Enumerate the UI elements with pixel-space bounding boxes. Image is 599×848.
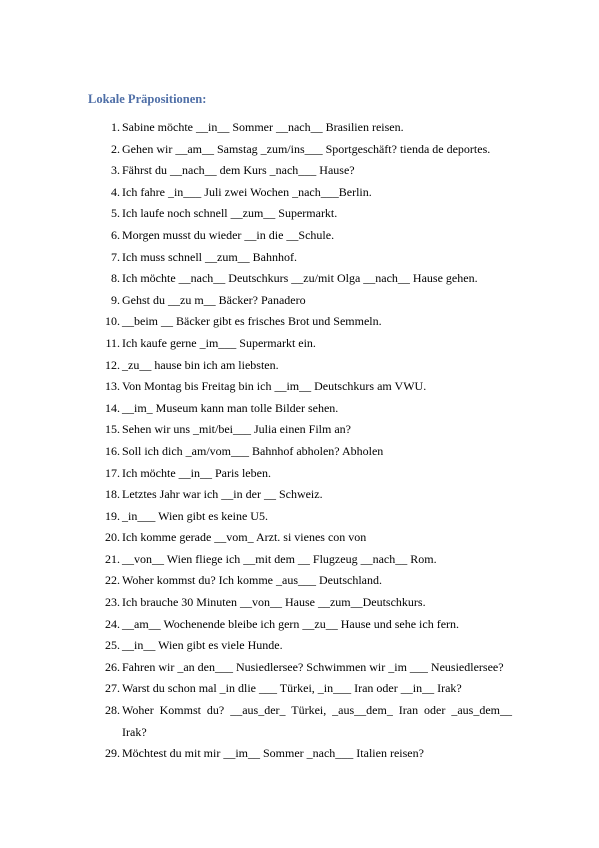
exercise-item bbox=[0, 657, 599, 679]
exercise-number: 5. bbox=[111, 206, 120, 221]
exercise-number: 11. bbox=[105, 335, 120, 350]
exercise-text: Möchtest du mit mir __im__ Sommer _nach___ Italien reisen? bbox=[122, 746, 424, 761]
exercise-number: 3. bbox=[111, 163, 120, 178]
exercise-item bbox=[0, 139, 599, 161]
exercise-number: 15. bbox=[105, 422, 120, 437]
exercise-item bbox=[0, 311, 599, 333]
exercise-text: __in__ Wien gibt es viele Hunde. bbox=[122, 638, 283, 653]
exercise-number: 22. bbox=[105, 573, 120, 588]
exercise-item bbox=[0, 592, 599, 614]
exercise-item bbox=[0, 484, 599, 506]
exercise-item bbox=[0, 376, 599, 398]
exercise-item bbox=[0, 614, 599, 636]
exercise-number: 4. bbox=[111, 184, 120, 199]
exercise-number: 1. bbox=[111, 120, 120, 134]
exercise-number: 16. bbox=[105, 443, 120, 458]
exercise-text: _in___ Wien gibt es keine U5. bbox=[122, 508, 268, 523]
exercise-number: 27. bbox=[105, 681, 120, 696]
exercise-item bbox=[0, 743, 599, 765]
exercise-number: 17. bbox=[105, 465, 120, 480]
exercise-text: Ich fahre _in___ Juli zwei Wochen _nach___Berlin. bbox=[122, 184, 372, 199]
exercise-text: Ich muss schnell __zum__ Bahnhof. bbox=[122, 249, 297, 264]
exercise-item bbox=[0, 333, 599, 355]
exercise-text: Ich möchte __in__ Paris leben. bbox=[122, 465, 271, 480]
exercise-number: 13. bbox=[105, 379, 120, 394]
exercise-item bbox=[0, 290, 599, 312]
exercise-text: Ich möchte __nach__ Deutschkurs __zu/mit Olga __nach__ Hause gehen. bbox=[122, 271, 478, 286]
exercise-number: 26. bbox=[105, 659, 120, 674]
exercise-text: Ich brauche 30 Minuten __von__ Hause __zum__Deutschkurs. bbox=[122, 595, 426, 610]
exercise-text: Sabine möchte __in__ Sommer __nach__ Brasilien reisen. bbox=[122, 120, 404, 134]
exercise-text: Gehen wir __am__ Samstag _zum/ins___ Sportgeschäft? tienda de deportes. bbox=[122, 141, 491, 156]
exercise-text: Gehst du __zu m__ Bäcker? Panadero bbox=[122, 292, 306, 307]
exercise-item bbox=[0, 463, 599, 485]
exercise-number: 25. bbox=[105, 638, 120, 653]
exercise-item bbox=[0, 441, 599, 463]
exercise-item bbox=[0, 117, 599, 139]
exercise-text: __im_ Museum kann man tolle Bilder sehen. bbox=[122, 400, 339, 415]
exercise-number: 20. bbox=[105, 530, 120, 545]
exercise-number: 7. bbox=[111, 249, 120, 264]
exercise-number: 24. bbox=[105, 616, 120, 631]
exercise-text: Ich kaufe gerne _im___ Supermarkt ein. bbox=[122, 335, 316, 350]
exercise-item bbox=[0, 570, 599, 592]
exercise-item bbox=[0, 549, 599, 571]
exercise-list bbox=[0, 117, 599, 765]
exercise-number: 9. bbox=[111, 292, 120, 307]
exercise-item bbox=[0, 160, 599, 182]
exercise-item bbox=[0, 678, 599, 700]
exercise-text: Sehen wir uns _mit/bei___ Julia einen Film an? bbox=[122, 422, 351, 437]
exercise-number: 14. bbox=[105, 400, 120, 415]
exercise-number: 8. bbox=[111, 271, 120, 286]
exercise-text: __am__ Wochenende bleibe ich gern __zu__ Hause und sehe ich fern. bbox=[122, 616, 460, 631]
exercise-item bbox=[0, 506, 599, 528]
exercise-text: Fahren wir _an den___ Nusiedlersee? Schwimmen wir _im ___ Neusiedlersee? bbox=[122, 659, 504, 674]
exercise-text: Fährst du __nach__ dem Kurs _nach___ Hause? bbox=[122, 163, 355, 178]
exercise-text: Warst du schon mal _in dlie ___ Türkei, _in___ Iran oder __in__ Irak? bbox=[122, 681, 462, 696]
page-heading: Lokale Präpositionen: bbox=[88, 92, 207, 106]
exercise-text: Ich komme gerade __vom_ Arzt. si vienes con von bbox=[122, 530, 367, 545]
exercise-item bbox=[0, 247, 599, 269]
exercise-item bbox=[0, 419, 599, 441]
exercise-text: Soll ich dich _am/vom___ Bahnhof abholen? Abholen bbox=[122, 443, 384, 458]
exercise-text: __beim __ Bäcker gibt es frisches Brot und Semmeln. bbox=[122, 314, 382, 329]
exercise-number: 6. bbox=[111, 227, 120, 242]
exercise-number: 28. bbox=[105, 703, 120, 718]
exercise-text: __von__ Wien fliege ich __mit dem __ Flugzeug __nach__ Rom. bbox=[122, 551, 437, 566]
exercise-item bbox=[0, 355, 599, 377]
exercise-number: 21. bbox=[105, 551, 120, 566]
exercise-number: 12. bbox=[105, 357, 120, 372]
exercise-item bbox=[0, 182, 599, 204]
exercise-text: _zu__ hause bin ich am liebsten. bbox=[122, 357, 279, 372]
exercise-item bbox=[0, 635, 599, 657]
exercise-text: Ich laufe noch schnell __zum__ Supermarkt. bbox=[122, 206, 338, 221]
exercise-number: 19. bbox=[105, 508, 120, 523]
exercise-text: Von Montag bis Freitag bin ich __im__ Deutschkurs am VWU. bbox=[122, 379, 427, 394]
exercise-item bbox=[0, 398, 599, 420]
exercise-item bbox=[0, 527, 599, 549]
exercise-text: Woher Kommst du? __aus_der_ Türkei, _aus__dem_ Iran oder _aus_dem__ Irak? bbox=[122, 703, 512, 739]
exercise-text: Morgen musst du wieder __in die __Schule. bbox=[122, 227, 335, 242]
exercise-number: 18. bbox=[105, 487, 120, 502]
exercise-item bbox=[0, 203, 599, 225]
exercise-number: 29. bbox=[105, 746, 120, 761]
exercise-item bbox=[0, 700, 599, 743]
exercise-item bbox=[0, 268, 599, 290]
exercise-text: Woher kommst du? Ich komme _aus___ Deutschland. bbox=[122, 573, 382, 588]
exercise-item bbox=[0, 225, 599, 247]
exercise-number: 23. bbox=[105, 595, 120, 610]
exercise-number: 2. bbox=[111, 141, 120, 156]
exercise-number: 10. bbox=[105, 314, 120, 329]
exercise-text: Letztes Jahr war ich __in der __ Schweiz. bbox=[122, 487, 323, 502]
